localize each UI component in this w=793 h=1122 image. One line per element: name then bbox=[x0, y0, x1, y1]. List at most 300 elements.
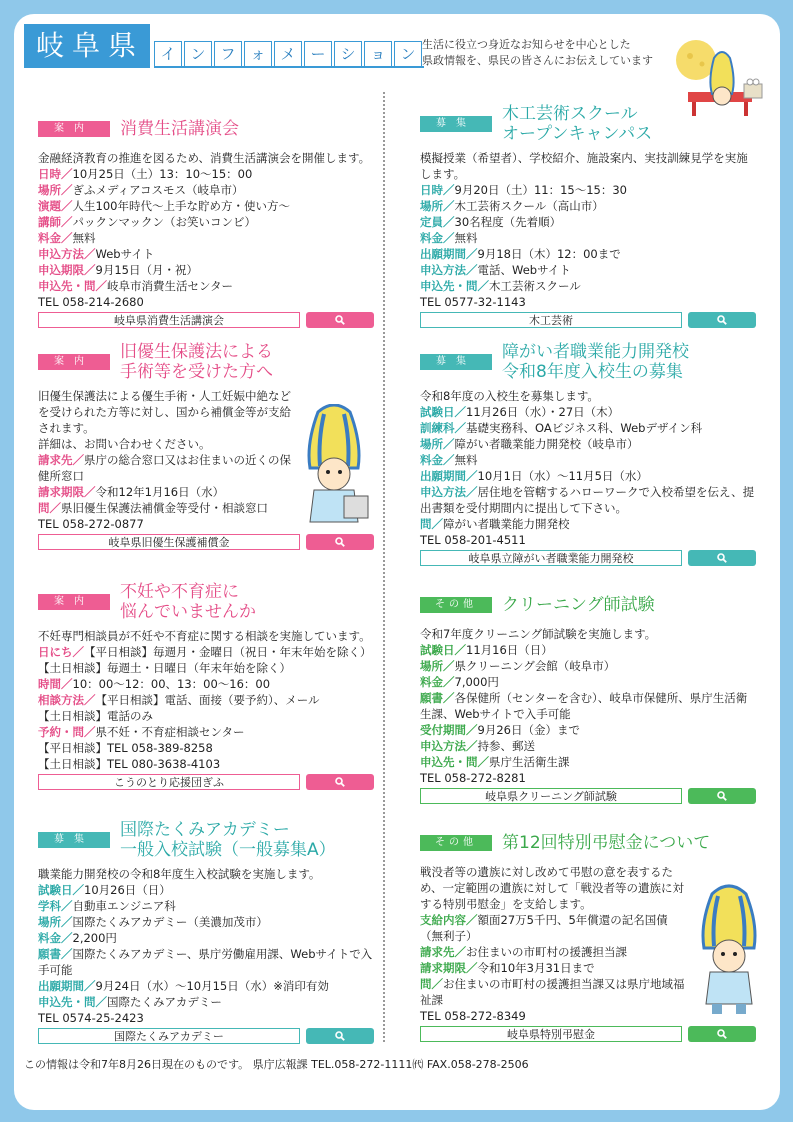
info-label: 料金 bbox=[38, 931, 61, 945]
info-label: 請求先 bbox=[420, 945, 455, 959]
section-intro: 模擬授業（希望者）、学校紹介、施設案内、実技訓練見学を実施します。 bbox=[420, 151, 748, 181]
info-value: 県庁生活衛生課 bbox=[489, 755, 570, 769]
info-separator: ／ bbox=[443, 215, 455, 229]
info-separator: ／ bbox=[61, 231, 73, 245]
section-intro: 旧優生保護法による優生手術・人工妊娠中絶などを受けられた方等に対し、国から補償金等が支給されます。 詳細は、お問い合わせください。 bbox=[38, 389, 291, 451]
section-title-line: 第12回特別弔慰金について bbox=[502, 833, 711, 853]
section-title bbox=[120, 582, 256, 622]
info-separator: ／ bbox=[466, 247, 478, 261]
info-value: 11月16日（日） bbox=[466, 643, 553, 657]
info-label: 出願期間 bbox=[38, 979, 84, 993]
info-row bbox=[38, 166, 376, 182]
search-bar bbox=[420, 550, 758, 566]
contact-tel: TEL 058-214-2680 bbox=[38, 295, 144, 309]
search-icon bbox=[717, 791, 727, 801]
info-label: 料金 bbox=[420, 231, 443, 245]
info-value: 無料 bbox=[454, 453, 478, 467]
info-separator: ／ bbox=[443, 183, 455, 197]
info-separator: ／ bbox=[454, 421, 466, 435]
contact-tel: TEL 0577-32-1143 bbox=[420, 295, 526, 309]
info-separator: ／ bbox=[72, 453, 84, 467]
search-bar bbox=[38, 1028, 376, 1044]
info-row bbox=[420, 976, 690, 1008]
section-title-line: オープンキャンパス bbox=[502, 124, 653, 144]
section-intro: 令和7年度クリーニング師試験を実施します。 bbox=[420, 627, 657, 641]
info-label: 料金 bbox=[420, 675, 443, 689]
info-value: 令和12年1月16日（水） bbox=[95, 485, 225, 499]
info-row bbox=[420, 278, 758, 294]
info-label: 時間 bbox=[38, 677, 61, 691]
header-subtitle-char: メ bbox=[274, 41, 302, 66]
info-row bbox=[38, 882, 376, 898]
info-row bbox=[420, 436, 758, 452]
mascot-standing-icon bbox=[696, 884, 766, 1018]
info-value: 【平日相談】電話、面接（要予約）、メール 【土日相談】電話のみ bbox=[38, 693, 320, 723]
info-value: 10：00〜12：00、13：00〜16：00 bbox=[72, 677, 271, 691]
info-value: 障がい者職業能力開発校 bbox=[443, 517, 570, 531]
search-icon bbox=[335, 777, 345, 787]
info-row bbox=[420, 404, 758, 420]
info-separator: ／ bbox=[454, 643, 466, 657]
info-row bbox=[420, 722, 758, 738]
info-separator: ／ bbox=[443, 199, 455, 213]
info-separator: ／ bbox=[443, 453, 455, 467]
search-button[interactable] bbox=[306, 534, 374, 550]
info-value: 県不妊・不育症相談センター 【平日相談】TEL 058-389-8258 【土日相談】TEL 080-3638-4103 bbox=[38, 725, 245, 771]
search-icon bbox=[717, 1029, 727, 1039]
info-separator: ／ bbox=[454, 405, 466, 419]
info-label: 場所 bbox=[420, 199, 443, 213]
section-title bbox=[502, 342, 689, 382]
section-title-line: 国際たくみアカデミー bbox=[120, 820, 290, 840]
info-value: 10月1日（水）〜11月5日（水） bbox=[477, 469, 648, 483]
info-label: 申込先・問 bbox=[420, 755, 478, 769]
info-label: 場所 bbox=[38, 915, 61, 929]
info-row bbox=[420, 246, 758, 262]
search-icon bbox=[335, 537, 345, 547]
info-row bbox=[420, 484, 758, 516]
info-label: 願書 bbox=[38, 947, 61, 961]
category-tag: 募集 bbox=[38, 832, 110, 848]
section-body bbox=[38, 388, 300, 532]
info-label: 支給内容 bbox=[420, 913, 466, 927]
info-row bbox=[420, 642, 758, 658]
info-value: 障がい者職業能力開発校（岐阜市） bbox=[454, 437, 639, 451]
info-value: 県クリーニング会館（岐阜市） bbox=[454, 659, 616, 673]
info-row bbox=[38, 500, 300, 516]
info-label: 申込方法 bbox=[420, 739, 466, 753]
info-separator: ／ bbox=[84, 247, 96, 261]
search-bar bbox=[420, 1026, 758, 1042]
info-row bbox=[38, 198, 376, 214]
header-subtitle-char: ン bbox=[184, 41, 212, 66]
info-value: 県旧優生保護法補償金等受付・相談窓口 bbox=[61, 501, 268, 515]
section-intro: 金融経済教育の推進を図るため、消費生活講演会を開催します。 bbox=[38, 151, 371, 165]
info-row bbox=[38, 898, 376, 914]
info-row bbox=[38, 452, 300, 484]
info-value: 各保健所（センターを含む）、岐阜市保健所、県庁生活衛生課、Webサイトで入手可能 bbox=[420, 691, 748, 721]
search-keyword[interactable]: 岐阜県旧優生保護補償金 bbox=[38, 534, 300, 550]
search-icon bbox=[335, 315, 345, 325]
info-row bbox=[420, 912, 690, 944]
category-tag: 募集 bbox=[420, 354, 492, 370]
search-keyword[interactable]: 岐阜県特別弔慰金 bbox=[420, 1026, 682, 1042]
info-label: 申込期限 bbox=[38, 263, 84, 277]
search-keyword[interactable]: 国際たくみアカデミー bbox=[38, 1028, 300, 1044]
info-value: 7,000円 bbox=[454, 675, 499, 689]
info-separator: ／ bbox=[72, 883, 84, 897]
section-body bbox=[420, 388, 758, 548]
section-title-line: 消費生活講演会 bbox=[120, 119, 239, 139]
info-label: 料金 bbox=[420, 453, 443, 467]
info-value: 持参、郵送 bbox=[477, 739, 535, 753]
section-disability-school bbox=[420, 342, 758, 566]
info-label: 場所 bbox=[420, 659, 443, 673]
section-title-line: 不妊や不育症に bbox=[120, 582, 239, 602]
info-separator: ／ bbox=[443, 675, 455, 689]
info-separator: ／ bbox=[84, 979, 96, 993]
search-button[interactable] bbox=[688, 1026, 756, 1042]
info-separator: ／ bbox=[431, 517, 443, 531]
info-label: 申込先・問 bbox=[38, 279, 96, 293]
section-title-line: 一般入校試験（一般募集A） bbox=[120, 840, 336, 860]
info-label: 相談方法 bbox=[38, 693, 84, 707]
header-subtitle bbox=[154, 41, 424, 68]
section-title-line: 旧優生保護法による bbox=[120, 342, 273, 362]
info-label: 請求先 bbox=[38, 453, 73, 467]
section-title-line: 手術等を受けた方へ bbox=[120, 362, 273, 382]
page-title: 岐阜県 bbox=[24, 24, 150, 68]
section-intro: 不妊専門相談員が不妊や不育症に関する相談を実施しています。 bbox=[38, 629, 371, 643]
search-button[interactable] bbox=[688, 312, 756, 328]
info-value: 30名程度（先着順） bbox=[454, 215, 562, 229]
search-button[interactable] bbox=[306, 312, 374, 328]
info-label: 問 bbox=[38, 501, 50, 515]
info-label: 問 bbox=[420, 977, 432, 991]
section-header bbox=[38, 342, 376, 382]
header-subtitle-char: フ bbox=[214, 41, 242, 66]
search-keyword[interactable]: 岐阜県消費生活講演会 bbox=[38, 312, 300, 328]
info-row bbox=[38, 278, 376, 294]
info-separator: ／ bbox=[61, 677, 73, 691]
info-value: 9月18日（木）12：00まで bbox=[477, 247, 621, 261]
section-body bbox=[420, 864, 690, 1024]
info-value: 人生100年時代〜上手な貯め方・使い方〜 bbox=[72, 199, 290, 213]
search-icon bbox=[717, 553, 727, 563]
section-title-line: 令和8年度入校生の募集 bbox=[502, 362, 683, 382]
info-row bbox=[420, 658, 758, 674]
search-keyword[interactable]: 木工芸術 bbox=[420, 312, 682, 328]
info-separator: ／ bbox=[443, 437, 455, 451]
info-row bbox=[420, 214, 758, 230]
info-row bbox=[420, 754, 758, 770]
info-value: パックンマックン（お笑いコンビ） bbox=[72, 215, 257, 229]
info-row bbox=[420, 516, 758, 532]
info-row bbox=[420, 262, 758, 278]
section-title bbox=[502, 595, 655, 615]
info-label: 定員 bbox=[420, 215, 443, 229]
info-row bbox=[420, 230, 758, 246]
contact-tel: TEL 058-272-8349 bbox=[420, 1009, 526, 1023]
info-separator: ／ bbox=[61, 915, 73, 929]
info-value: 木工芸術スクール bbox=[489, 279, 581, 293]
info-value: 基礎実務科、OAビジネス科、Webデザイン科 bbox=[466, 421, 703, 435]
info-value: 11月26日（水）・27日（木） bbox=[466, 405, 620, 419]
info-separator: ／ bbox=[466, 263, 478, 277]
info-separator: ／ bbox=[61, 947, 73, 961]
info-separator: ／ bbox=[443, 659, 455, 673]
info-row bbox=[38, 994, 376, 1010]
info-value: 国際たくみアカデミー、県庁労働雇用課、Webサイトで入手可能 bbox=[38, 947, 373, 977]
search-bar bbox=[38, 534, 376, 550]
info-label: 出願期間 bbox=[420, 469, 466, 483]
info-value: 令和10年3月31日まで bbox=[477, 961, 595, 975]
contact-tel: TEL 058-201-4511 bbox=[420, 533, 526, 547]
info-row bbox=[420, 468, 758, 484]
info-row bbox=[38, 182, 376, 198]
info-separator: ／ bbox=[477, 279, 489, 293]
info-label: 日時 bbox=[420, 183, 443, 197]
search-button[interactable] bbox=[688, 550, 756, 566]
info-separator: ／ bbox=[84, 485, 96, 499]
info-row bbox=[420, 198, 758, 214]
search-button[interactable] bbox=[688, 788, 756, 804]
info-row bbox=[420, 738, 758, 754]
section-body bbox=[38, 150, 376, 310]
section-title-line: 障がい者職業能力開発校 bbox=[502, 342, 689, 362]
contact-tel: TEL 058-272-8281 bbox=[420, 771, 526, 785]
info-value: 電話、Webサイト bbox=[477, 263, 571, 277]
info-separator: ／ bbox=[61, 199, 73, 213]
header-subtitle-char: ォ bbox=[244, 41, 272, 66]
section-body bbox=[420, 626, 758, 786]
header-description: 生活に役立つ身近なお知らせを中心とした 県政情報を、県民の皆さんにお伝えしています bbox=[422, 38, 653, 67]
info-label: 予約・問 bbox=[38, 725, 84, 739]
search-keyword[interactable]: 岐阜県クリーニング師試験 bbox=[420, 788, 682, 804]
info-label: 申込方法 bbox=[420, 263, 466, 277]
info-row bbox=[38, 930, 376, 946]
section-title bbox=[120, 342, 273, 382]
info-label: 申込先・問 bbox=[38, 995, 96, 1009]
info-separator: ／ bbox=[84, 693, 96, 707]
info-separator: ／ bbox=[466, 469, 478, 483]
section-header bbox=[38, 582, 376, 622]
section-title bbox=[120, 820, 336, 860]
category-tag: 案内 bbox=[38, 594, 110, 610]
info-separator: ／ bbox=[84, 725, 96, 739]
info-value: 10月26日（日） bbox=[84, 883, 171, 897]
info-value: 県庁の総合窓口又はお住まいの近くの保健所窓口 bbox=[38, 453, 291, 483]
section-woodcraft-school bbox=[420, 104, 758, 328]
info-label: 受付期間 bbox=[420, 723, 466, 737]
footer-note: この情報は令和7年8月26日現在のものです。 県庁広報課 TEL.058-272-1111㈹ FAX.058-278-2506 bbox=[24, 1058, 529, 1071]
info-label: 試験日 bbox=[420, 643, 455, 657]
info-separator: ／ bbox=[466, 485, 478, 499]
contact-tel: TEL 0574-25-2423 bbox=[38, 1011, 144, 1025]
info-value: 9月20日（土）11：15〜15：30 bbox=[454, 183, 627, 197]
info-separator: ／ bbox=[454, 945, 466, 959]
info-value: お住まいの市町村の援護担当課又は県庁地域福祉課 bbox=[420, 977, 685, 1007]
header-subtitle-char: イ bbox=[154, 41, 182, 66]
section-cleaning-exam bbox=[420, 590, 758, 804]
section-header bbox=[420, 590, 758, 620]
info-row bbox=[38, 484, 300, 500]
section-title-line: 木工芸術スクール bbox=[502, 104, 638, 124]
search-keyword[interactable]: 岐阜県立障がい者職業能力開発校 bbox=[420, 550, 682, 566]
section-infertility-consultation bbox=[38, 582, 376, 790]
info-separator: ／ bbox=[466, 723, 478, 737]
search-button[interactable] bbox=[306, 774, 374, 790]
info-label: 問 bbox=[420, 517, 432, 531]
info-row bbox=[38, 676, 376, 692]
search-bar bbox=[38, 312, 376, 328]
search-icon bbox=[335, 1031, 345, 1041]
info-value: 額面27万5千円、5年償還の記名国債（無利子） bbox=[420, 913, 668, 943]
info-row bbox=[420, 452, 758, 468]
info-value: 国際たくみアカデミー bbox=[107, 995, 222, 1009]
info-separator: ／ bbox=[466, 913, 478, 927]
info-value: 2,200円 bbox=[72, 931, 117, 945]
info-value: 国際たくみアカデミー（美濃加茂市） bbox=[72, 915, 268, 929]
info-label: 場所 bbox=[38, 183, 61, 197]
search-button[interactable] bbox=[306, 1028, 374, 1044]
info-separator: ／ bbox=[477, 755, 489, 769]
section-title-line: 悩んでいませんか bbox=[120, 602, 256, 622]
info-separator: ／ bbox=[84, 263, 96, 277]
section-title bbox=[120, 119, 239, 139]
info-separator: ／ bbox=[95, 279, 107, 293]
info-row bbox=[420, 182, 758, 198]
search-icon bbox=[717, 315, 727, 325]
info-value: 9月15日（月・祝） bbox=[95, 263, 198, 277]
info-row bbox=[38, 262, 376, 278]
info-separator: ／ bbox=[61, 899, 73, 913]
info-row bbox=[420, 420, 758, 436]
info-row bbox=[420, 674, 758, 690]
section-intro: 戦没者等の遺族に対し改めて弔慰の意を表するため、一定範囲の遺族に対して「戦没者等の遺族に対する特別弔慰金」を支給します。 bbox=[420, 865, 685, 911]
info-row bbox=[420, 960, 690, 976]
section-intro: 職業能力開発校の令和8年度生入校試験を実施します。 bbox=[38, 867, 321, 881]
info-label: 学科 bbox=[38, 899, 61, 913]
section-intro: 令和8年度の入校生を募集します。 bbox=[420, 389, 599, 403]
info-separator: ／ bbox=[431, 977, 443, 991]
section-header bbox=[38, 114, 376, 144]
info-row bbox=[38, 230, 376, 246]
info-row bbox=[38, 246, 376, 262]
info-row bbox=[38, 724, 376, 772]
info-label: 演題 bbox=[38, 199, 61, 213]
info-value: 9月26日（金）まで bbox=[477, 723, 580, 737]
info-separator: ／ bbox=[49, 501, 61, 515]
info-separator: ／ bbox=[72, 645, 84, 659]
info-label: 日時 bbox=[38, 167, 61, 181]
info-label: 日にち bbox=[38, 645, 73, 659]
info-label: 訓練科 bbox=[420, 421, 455, 435]
info-label: 申込先・問 bbox=[420, 279, 478, 293]
info-value: 無料 bbox=[72, 231, 96, 245]
info-label: 試験日 bbox=[38, 883, 73, 897]
search-keyword[interactable]: こうのとり応援団ぎふ bbox=[38, 774, 300, 790]
category-tag: その他 bbox=[420, 835, 492, 851]
info-value: Webサイト bbox=[95, 247, 155, 261]
section-takumi-academy bbox=[38, 820, 376, 1044]
info-separator: ／ bbox=[61, 183, 73, 197]
info-row bbox=[38, 946, 376, 978]
info-row bbox=[38, 914, 376, 930]
info-value: 木工芸術スクール（高山市） bbox=[454, 199, 604, 213]
info-value: 無料 bbox=[454, 231, 478, 245]
info-separator: ／ bbox=[466, 739, 478, 753]
header-subtitle-char: ョ bbox=[364, 41, 392, 66]
category-tag: 案内 bbox=[38, 354, 110, 370]
info-row bbox=[38, 692, 376, 724]
info-row bbox=[420, 944, 690, 960]
section-header bbox=[420, 104, 758, 144]
info-row bbox=[38, 644, 376, 676]
section-header bbox=[38, 820, 376, 860]
info-value: 居住地を管轄するハローワークで入校希望を伝え、提出書類を受付期間内に提出して下さい。 bbox=[420, 485, 755, 515]
section-title-line: クリーニング師試験 bbox=[502, 595, 655, 615]
info-value: 自動車エンジニア科 bbox=[72, 899, 176, 913]
info-value: お住まいの市町村の援護担当課 bbox=[466, 945, 627, 959]
info-separator: ／ bbox=[61, 215, 73, 229]
info-value: 9月24日（水）〜10月15日（水）※消印有効 bbox=[95, 979, 329, 993]
section-body bbox=[38, 628, 376, 772]
column-divider bbox=[383, 92, 385, 1042]
section-header bbox=[420, 828, 758, 858]
info-label: 料金 bbox=[38, 231, 61, 245]
info-label: 申込方法 bbox=[38, 247, 84, 261]
info-separator: ／ bbox=[61, 931, 73, 945]
info-value: ぎふメディアコスモス（岐阜市） bbox=[72, 183, 244, 197]
info-separator: ／ bbox=[95, 995, 107, 1009]
info-label: 講師 bbox=[38, 215, 61, 229]
info-separator: ／ bbox=[443, 691, 455, 705]
info-label: 請求期限 bbox=[420, 961, 466, 975]
section-title bbox=[502, 833, 710, 853]
info-label: 試験日 bbox=[420, 405, 455, 419]
info-value: 【平日相談】毎週月・金曜日（祝日・年末年始を除く） 【土日相談】毎週土・日曜日（年末年始を除く） bbox=[38, 645, 372, 675]
section-consumer-lecture bbox=[38, 114, 376, 328]
header-subtitle-char: シ bbox=[334, 41, 362, 66]
info-separator: ／ bbox=[61, 167, 73, 181]
info-separator: ／ bbox=[443, 231, 455, 245]
mascot-phone-icon bbox=[296, 404, 376, 534]
section-title bbox=[502, 104, 652, 144]
info-row bbox=[38, 214, 376, 230]
info-label: 出願期間 bbox=[420, 247, 466, 261]
info-label: 請求期限 bbox=[38, 485, 84, 499]
header-subtitle-char: ー bbox=[304, 41, 332, 66]
category-tag: 案内 bbox=[38, 121, 110, 137]
info-label: 場所 bbox=[420, 437, 443, 451]
header-subtitle-char: ン bbox=[394, 41, 422, 66]
search-bar bbox=[420, 788, 758, 804]
section-body bbox=[38, 866, 376, 1026]
header-title bbox=[24, 24, 424, 68]
info-label: 申込方法 bbox=[420, 485, 466, 499]
category-tag: その他 bbox=[420, 597, 492, 613]
section-header bbox=[420, 342, 758, 382]
info-row bbox=[420, 690, 758, 722]
section-body bbox=[420, 150, 758, 310]
info-value: 10月25日（土）13：10〜15：00 bbox=[72, 167, 253, 181]
info-row bbox=[38, 978, 376, 994]
info-label: 願書 bbox=[420, 691, 443, 705]
search-bar bbox=[38, 774, 376, 790]
category-tag: 募集 bbox=[420, 116, 492, 132]
contact-tel: TEL 058-272-0877 bbox=[38, 517, 144, 531]
